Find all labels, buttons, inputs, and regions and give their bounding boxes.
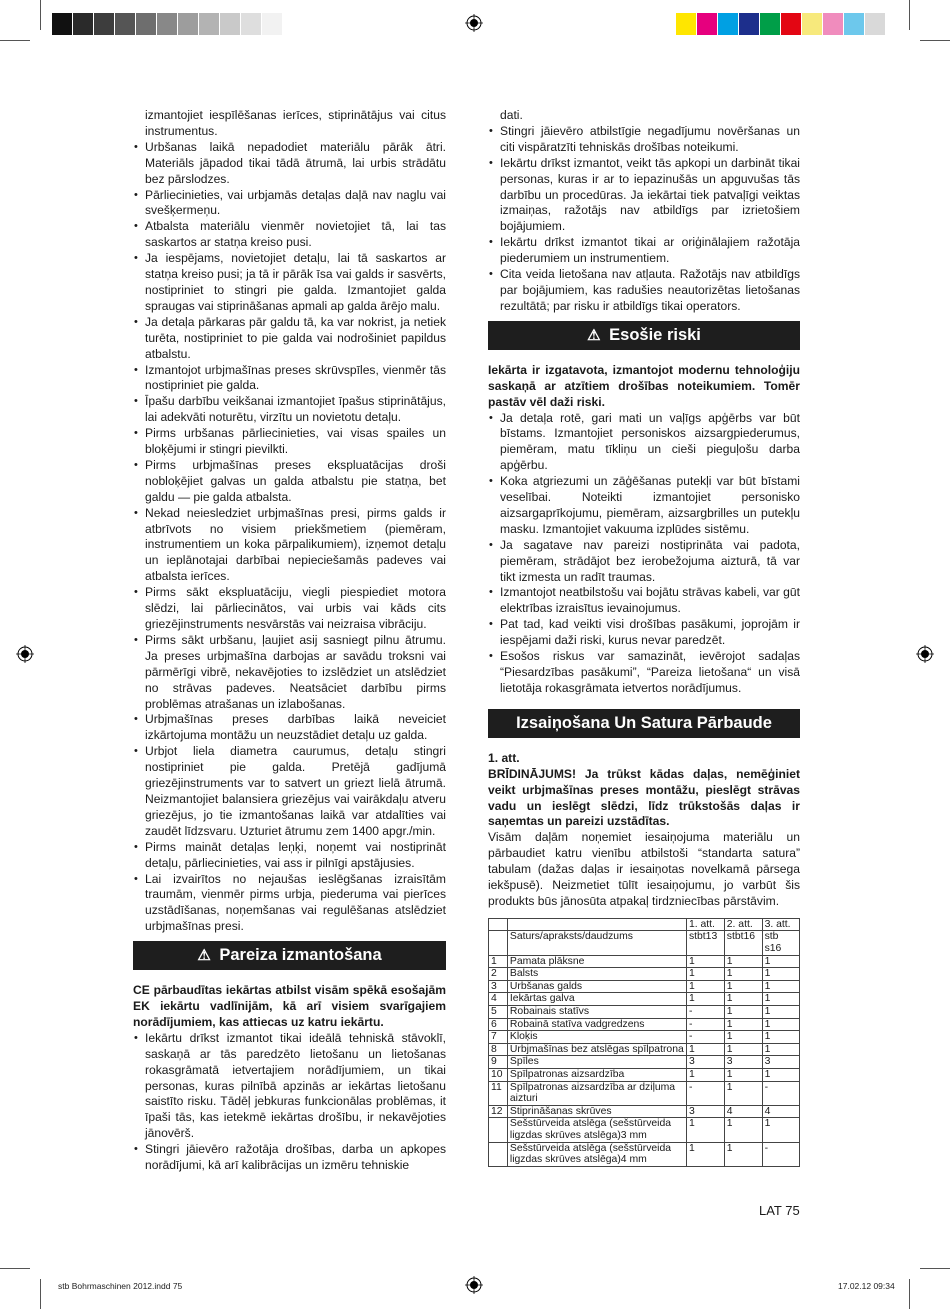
table-row: [489, 1142, 800, 1166]
table-cell: 1: [762, 1118, 799, 1142]
table-cell: Robainais statīvs: [507, 1006, 686, 1019]
color-swatch: [73, 13, 94, 35]
color-swatch: [844, 13, 865, 35]
table-cell: -: [686, 1081, 724, 1105]
table-row: [489, 1006, 800, 1019]
list-item: • Urbjmašīnas preses darbības laikā neveiciet izkārtojuma montāžu un neuzstādiet detaļu uz galda.: [133, 712, 446, 744]
table-header-cell: stb s16: [762, 931, 799, 955]
table-row: [489, 1031, 800, 1044]
list-item: • Ja detaļa pārkaras pār galdu tā, ka var nokrist, ja netiek turēta, nostipriniet to pie galda vai nodrošiniet papildus atbalstu.: [133, 315, 446, 363]
table-cell: 1: [724, 1031, 762, 1044]
table-cell: 1: [724, 1018, 762, 1031]
table-header-cell: stbt13: [686, 931, 724, 955]
table-cell: Balsts: [507, 968, 686, 981]
list-item: • Iekārtu drīkst izmantot tikai ar oriģinālajiem ražotāja piederumiem un instrumentiem.: [488, 235, 800, 267]
table-row: [489, 1118, 800, 1142]
list-item: • Pirms maināt detaļas leņķi, noņemt vai nostiprināt detaļu, pārliecinieties, vai ass ir pilnīgi apstājusies.: [133, 840, 446, 872]
color-swatch: [136, 13, 157, 35]
color-swatch: [94, 13, 115, 35]
table-cell: [489, 1118, 508, 1142]
table-cell: 1: [686, 993, 724, 1006]
table-cell: Spīlpatronas aizsardzība ar dziļuma aizturi: [507, 1081, 686, 1105]
table-cell: 1: [686, 980, 724, 993]
list-item: • Stingri jāievēro atbilstīgie negadījumu novēršanas un citi vispāratzīti tehniskās drošības noteikumi.: [488, 124, 800, 156]
table-cell: 1: [724, 1043, 762, 1056]
table-cell: -: [686, 1018, 724, 1031]
table-header-cell: [489, 918, 508, 931]
left-column: [133, 108, 446, 1174]
table-cell: 1: [762, 1018, 799, 1031]
table-cell: 1: [724, 1006, 762, 1019]
table-cell: 5: [489, 1006, 508, 1019]
crop-mark: [40, 1279, 41, 1309]
table-cell: 3: [489, 980, 508, 993]
color-swatch: [199, 13, 220, 35]
table-cell: -: [762, 1081, 799, 1105]
table-cell: 1: [724, 955, 762, 968]
list-item: • Pirms sākt ekspluatāciju, viegli piespiediet motora slēdzi, lai pārliecinātos, vai urbis vai kāds cits griezējinstruments nesvārstās vai neizraisa vibrāciju.: [133, 585, 446, 633]
list-item: • Īpašu darbību veikšanai izmantojiet īpašus stiprinātājus, lai adekvāti noturētu, virzītu un novietotu detaļu.: [133, 394, 446, 426]
table-cell: Sešstūrveida atslēga (sešstūrveida ligzdas skrūves atslēga)3 mm: [507, 1118, 686, 1142]
color-swatch: [178, 13, 199, 35]
color-swatch: [262, 13, 283, 35]
list-item: • Ja sagatave nav pareizi nostiprināta vai padota, piemēram, strādājot bez ierobežojuma aizturā, tā var tikt izmesta un radīt traumas.: [488, 538, 800, 586]
registration-mark-icon: [916, 645, 934, 663]
table-cell: 4: [724, 1105, 762, 1118]
table-cell: Kloķis: [507, 1031, 686, 1044]
table-cell: 1: [724, 1142, 762, 1166]
list-item: • Atbalsta materiālu vienmēr novietojiet tā, lai tas saskartos ar statņa kreiso pusi.: [133, 219, 446, 251]
list-item: • Pirms sākt urbšanu, ļaujiet asij sasniegt pilnu ātrumu. Ja preses urbjmašīna darbojas ar savādu troksni vai pārmērīgi vibrē, nekavējoties to izslēdziet un atslēdziet no strāvas padeves. Neatsāciet darbību pirms problēmas atrašanas un izlabošanas.: [133, 633, 446, 713]
crop-mark: [0, 1268, 30, 1269]
footer-date-time: 17.02.12 09:34: [838, 1281, 895, 1291]
table-header-cell: 1. att.: [686, 918, 724, 931]
table-header-cell: 3. att.: [762, 918, 799, 931]
table-cell: 10: [489, 1069, 508, 1082]
risks-intro: Iekārta ir izgatavota, izmantojot modernu tehnoloģiju saskaņā ar atzītiem drošības noteikumiem. Tomēr pastāv vēl daži riski.: [488, 362, 800, 409]
table-cell: 4: [762, 1105, 799, 1118]
table-cell: 1: [762, 980, 799, 993]
table-cell: Urbšanas galds: [507, 980, 686, 993]
color-swatch: [781, 13, 802, 35]
crop-mark: [0, 40, 30, 41]
table-cell: 7: [489, 1031, 508, 1044]
section-header-residual-risks: [488, 321, 800, 350]
list-item: • Izmantojot urbjmašīnas preses skrūvspīles, vienmēr tās nostipriniet pie galda.: [133, 363, 446, 395]
list-item: • Esošos riskus var samazināt, ievērojot sadaļas “Piesardzības pasākumi”, “Pareiza lietošana“ un visā lietotāja rokasgrāmata ietvertos norādījumus.: [488, 649, 800, 697]
crop-mark: [920, 40, 950, 41]
table-header-row: [489, 931, 800, 955]
table-cell: 2: [489, 968, 508, 981]
list-item: • Urbjot liela diametra caurumus, detaļu stingri nostipriniet pie galda. Pretējā gadījumā griezējinstruments var to satvert un griezt lielā ātrumā. Neizmantojiet balansiera griezējus vai vairākdaļu atveru griezējus, jo tie izmantošanas laikā var atdalīties vai zaudēt līdzsvaru. Uzturiet ātrumu zem 1400 apgr./min.: [133, 744, 446, 839]
table-cell: 9: [489, 1056, 508, 1069]
table-cell: 3: [686, 1105, 724, 1118]
section-title: Esošie riski: [609, 325, 701, 344]
table-cell: -: [686, 1006, 724, 1019]
registration-mark-icon: [465, 14, 483, 32]
residual-risks-list: [488, 411, 800, 697]
list-item: • Iekārtu drīkst izmantot tikai ideālā tehniskā stāvoklī, saskaņā ar tās paredzēto lietošanu un lietošanas rokasgrāmatā ietvertajiem norādījumiem, un tikai personas, kuras pilnībā apzinās ar iekārtas lietošanu saistīto risku. Tādēļ jebkuras funkcionālas problēmas, it īpaši tās, kas ietekmē iekārtas drošību, ir nekavējoties jānovērš.: [133, 1031, 446, 1142]
table-row: [489, 1081, 800, 1105]
list-item: • Koka atgriezumi un zāģēšanas putekļi var būt bīstami veselībai. Noteikti izmantojiet personisko aizsargaprīkojumu, piemēram, aizsargbrilles un putekļu masku. Izmantojiet vakuuma izplūdes sistēmu.: [488, 474, 800, 538]
section-title: Izsaiņošana Un Satura Pārbaude: [516, 713, 772, 732]
table-cell: Iekārtas galva: [507, 993, 686, 1006]
color-swatch: [823, 13, 844, 35]
color-control-bar: [676, 13, 886, 35]
table-header-row: [489, 918, 800, 931]
table-cell: 1: [686, 968, 724, 981]
footer-file-name: stb Bohrmaschinen 2012.indd 75: [58, 1281, 183, 1291]
section-intro: CE pārbaudītas iekārtas atbilst visām spēkā esošajām EK iekārtu vadlīnijām, kā arī visiem svarīgajiem norādījumiem, kas attiecas uz katru iekārtu.: [133, 983, 446, 1029]
table-cell: 3: [686, 1056, 724, 1069]
crop-mark: [40, 0, 41, 30]
table-cell: 1: [762, 993, 799, 1006]
color-swatch: [760, 13, 781, 35]
list-item: • Pat tad, kad veikti visi drošības pasākumi, joprojām ir iespējami daži riski, kurus nevar paredzēt.: [488, 617, 800, 649]
table-header-cell: [489, 931, 508, 955]
table-cell: Spīlpatronas aizsardzība: [507, 1069, 686, 1082]
list-item: • Izmantojot neatbilstošu vai bojātu strāvas kabeli, var gūt elektrības izraisītus ievainojumus.: [488, 585, 800, 617]
table-row: [489, 1018, 800, 1031]
table-cell: Pamata plāksne: [507, 955, 686, 968]
table-cell: 1: [724, 968, 762, 981]
registration-mark-icon: [16, 645, 34, 663]
list-item: • Pirms urbjmašīnas preses ekspluatācijas droši nobloķējiet galvas un galda atbalstu pie statņa, bet galdu — pie galda atbalsta.: [133, 458, 446, 506]
table-cell: 1: [724, 1081, 762, 1105]
table-cell: 1: [686, 955, 724, 968]
list-item: • Nekad neiesledziet urbjmašīnas presi, pirms galds ir atbrīvots no visiem priekšmetiem (piemēram, instrumentiem un koka pārpalikumiem), izņemot detaļu un ieplānotajai darbībai nepieciešamās padeves vai atbalsta ierīces.: [133, 506, 446, 586]
table-row: [489, 1105, 800, 1118]
table-cell: 1: [724, 1118, 762, 1142]
table-cell: Robainā statīva vadgredzens: [507, 1018, 686, 1031]
list-item: • Iekārtu drīkst izmantot, veikt tās apkopi un darbināt tikai personas, kuras ir ar to iepazinušās un apguvušas tās darbību un procedūras. Ja iekārtai tiek patvaļīgi veiktas izmaiņas, ražotājs nav atbildīgs par izrietošiem bojājumiem.: [488, 156, 800, 236]
color-swatch: [865, 13, 886, 35]
crop-mark: [909, 1279, 910, 1309]
contents-table: [488, 918, 800, 1167]
table-cell: Urbjmašīnas bez atslēgas spīlpatrona: [507, 1043, 686, 1056]
proper-use-list: [133, 1031, 446, 1174]
table-cell: Sešstūrveida atslēga (sešstūrveida ligzdas skrūves atslēga)4 mm: [507, 1142, 686, 1166]
table-cell: -: [686, 1031, 724, 1044]
table-cell: 1: [762, 1006, 799, 1019]
table-cell: 1: [686, 1118, 724, 1142]
table-cell: -: [762, 1142, 799, 1166]
table-row: [489, 980, 800, 993]
table-header-cell: [507, 918, 686, 931]
list-item: • Stingri jāievēro ražotāja drošības, darba un apkopes norādījumi, kā arī kalibrācijas un izmēru tehniskie: [133, 1142, 446, 1174]
color-swatch: [241, 13, 262, 35]
table-cell: 1: [686, 1043, 724, 1056]
table-cell: 8: [489, 1043, 508, 1056]
color-swatch: [157, 13, 178, 35]
table-cell: 4: [489, 993, 508, 1006]
table-cell: 1: [762, 968, 799, 981]
safety-instructions-list: [133, 108, 446, 935]
unpacking-body-text: Visām daļām noņemiet iesaiņojuma materiālu un pārbaudiet katru vienību atbilstoši “standarta satura” tabulam (dažas daļas ir iesaiņotas novelkamā pārsega iekšpusē). Neizmetiet tūlīt iesaiņojumu, jo varbūt šis produkts būs jānosūta atpakaļ tirdzniecības pārstāvim.: [488, 830, 800, 908]
warning-text: BRĪDINĀJUMS! Ja trūkst kādas daļas, nemēģiniet veikt urbjmašīnas preses montāžu, pieslēgt strāvas vadu un ieslēgt slēdzi, līdz trūkstošās daļas ir saņemtas un pareizi uzstādītas.: [488, 766, 800, 829]
color-swatch: [52, 13, 73, 35]
table-cell: 1: [686, 1069, 724, 1082]
table-row: [489, 1056, 800, 1069]
list-item: • Pārliecinieties, vai urbjamās detaļas daļā nav naglu vai svešķermeņu.: [133, 188, 446, 220]
section-header-proper-use: [133, 941, 446, 970]
list-item: izmantojiet iespīlēšanas ierīces, stiprinātājus vai citus instrumentus.: [145, 108, 446, 138]
section-header-unpacking: [488, 709, 800, 738]
table-cell: Stiprināšanas skrūves: [507, 1105, 686, 1118]
table-cell: Spīles: [507, 1056, 686, 1069]
grayscale-color-bar: [52, 13, 283, 35]
list-item: • Ja detaļa rotē, gari mati un vaļīgs apģērbs var būt bīstams. Izmantojiet personiskos aizsargpiederumus, piemēram, matu tīkliņu un cieši pieguļošu darba apģērbu.: [488, 411, 800, 475]
color-swatch: [802, 13, 823, 35]
table-row: [489, 968, 800, 981]
table-cell: 1: [489, 955, 508, 968]
list-item: • Pirms urbšanas pārliecinieties, vai visas spailes un bloķējumi ir stingri pievilkti.: [133, 426, 446, 458]
table-cell: 11: [489, 1081, 508, 1105]
figure-reference: 1. att.: [488, 750, 520, 765]
table-cell: 1: [762, 1069, 799, 1082]
color-swatch: [697, 13, 718, 35]
section-title: Pareiza izmantošana: [219, 946, 382, 965]
table-row: [489, 1043, 800, 1056]
color-swatch: [676, 13, 697, 35]
table-header-cell: 2. att.: [724, 918, 762, 931]
table-cell: 1: [724, 1069, 762, 1082]
table-cell: [489, 1142, 508, 1166]
table-cell: 1: [686, 1142, 724, 1166]
list-item: • Cita veida lietošana nav atļauta. Ražotājs nav atbildīgs par bojājumiem, kas radušies neautorizētas lietošanas rezultātā; par risku ir atbildīgs tikai operators.: [488, 267, 800, 315]
warning-triangle-icon: ⚠: [587, 326, 601, 344]
crop-mark: [909, 0, 910, 30]
table-header-cell: stbt16: [724, 931, 762, 955]
table-row: [489, 955, 800, 968]
list-item: • Lai izvairītos no nejaušas ieslēgšanas izraisītām traumām, vienmēr pirms urbja, piederuma vai pierīces uzstādīšanas, noņemšanas vai regulēšanas atslēdziet urbjmašīnas presi.: [133, 872, 446, 936]
color-swatch: [739, 13, 760, 35]
proper-use-list-continued: [488, 108, 800, 315]
color-swatch: [220, 13, 241, 35]
table-header-cell: Saturs/apraksts/daudzums: [507, 931, 686, 955]
table-row: [489, 993, 800, 1006]
page-number: LAT 75: [759, 1203, 800, 1218]
table-cell: 1: [762, 1031, 799, 1044]
warning-triangle-icon: ⚠: [197, 947, 211, 965]
table-cell: 3: [724, 1056, 762, 1069]
list-item: dati.: [500, 108, 523, 122]
color-swatch: [718, 13, 739, 35]
list-item: • Ja iespējams, novietojiet detaļu, lai tā saskartos ar statņa kreiso pusi; ja tā ir pārāk īsa vai galds ir sasvērts, nostipriniet to stingri pie galda. Izmantojiet galda spraugas vai stiprināšanas apmali ap galda ārējo malu.: [133, 251, 446, 315]
table-cell: 6: [489, 1018, 508, 1031]
color-swatch: [115, 13, 136, 35]
table-cell: 1: [724, 993, 762, 1006]
right-column: [488, 108, 800, 1167]
crop-mark: [920, 1268, 950, 1269]
registration-mark-icon: [465, 1276, 483, 1294]
table-cell: 1: [724, 980, 762, 993]
table-cell: 12: [489, 1105, 508, 1118]
table-cell: 1: [762, 955, 799, 968]
table-row: [489, 1069, 800, 1082]
table-cell: 3: [762, 1056, 799, 1069]
list-item: • Urbšanas laikā nepadodiet materiālu pārāk ātri. Materiāls jāpadod tikai tādā ātrumā, lai urbis strādātu bez pārslodzes.: [133, 140, 446, 188]
table-cell: 1: [762, 1043, 799, 1056]
